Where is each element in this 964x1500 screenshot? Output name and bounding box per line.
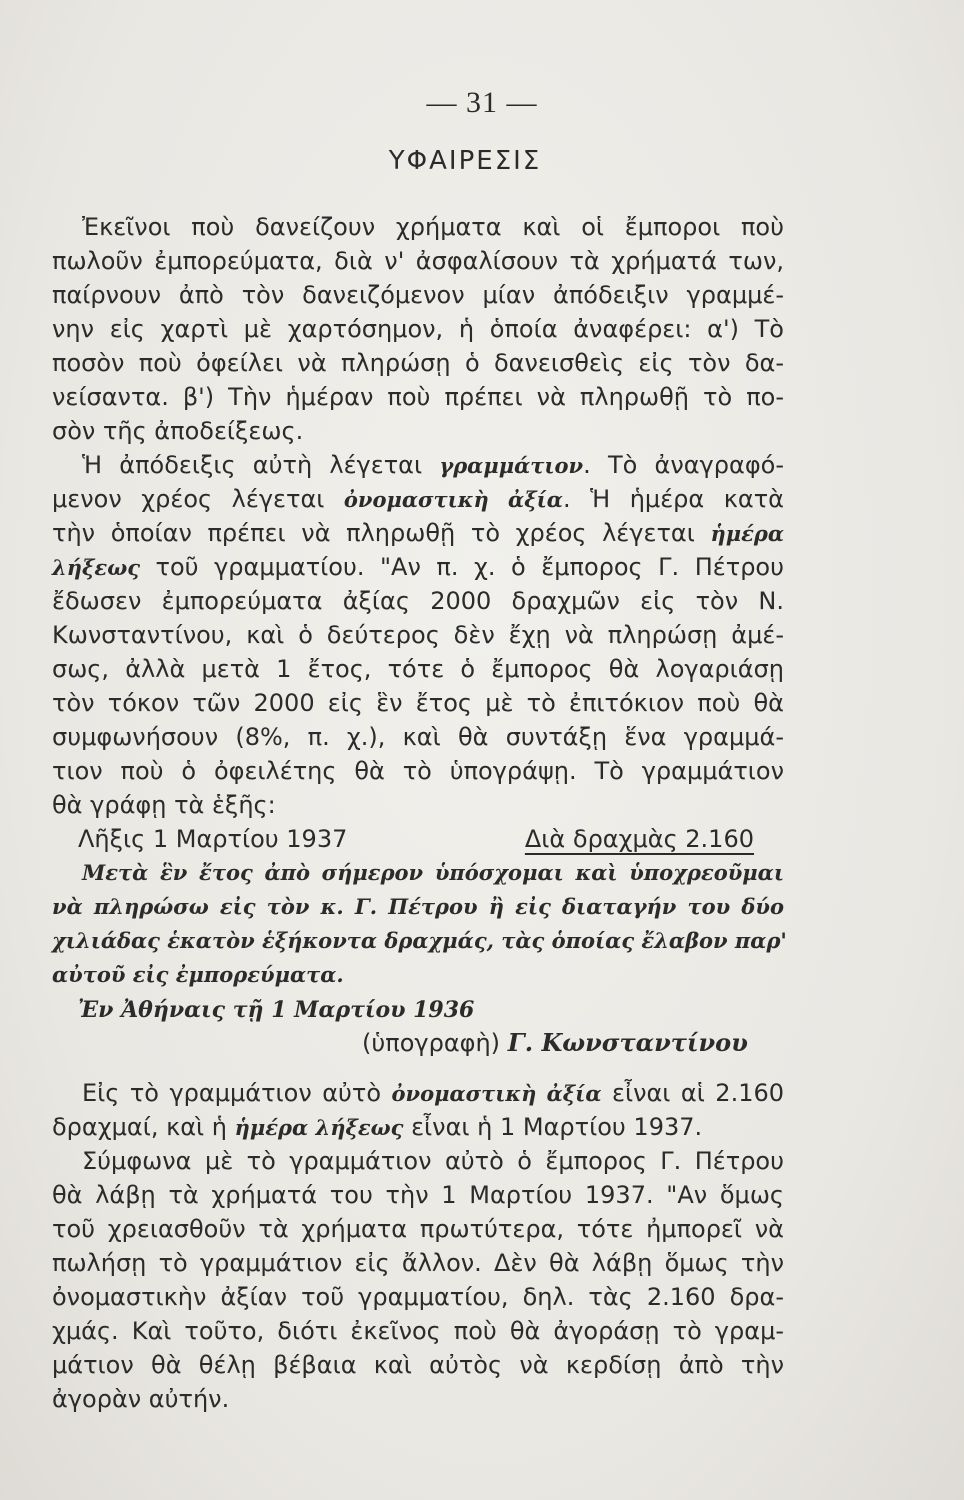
text-line: πωλοῦν ἐμπορεύματα, διὰ ν' ἀσφαλίσουν τὰ χρήματά των, — [52, 247, 784, 275]
term-emphasis: ἡμέρα — [710, 521, 784, 546]
note-text-line: νὰ πληρώσω εἰς τὸν κ. Γ. Πέτρου ἢ εἰς διαταγήν του δύο — [52, 894, 784, 919]
text-run: Εἰς τὸ γραμμάτιον αὐτὸ — [82, 1079, 392, 1107]
term-emphasis: ἡμέρα λήξεως — [234, 1115, 404, 1140]
note-text-line: αὐτοῦ εἰς ἐμπορεύματα. — [52, 962, 344, 987]
text-line — [52, 686, 784, 720]
text-line — [52, 754, 784, 788]
signature-name: Γ. Κωνσταντίνου — [507, 1028, 748, 1057]
spacer — [52, 1060, 784, 1076]
text-line: νείσαντα. β') Τὴν ἡμέραν ποὺ πρέπει νὰ πληρωθῇ τὸ πο- — [52, 383, 784, 411]
text-run: τιον ποὺ ὁ ὀφειλέτης θὰ τὸ ὑπογράψῃ. Τὸ γραμμάτιον — [52, 757, 784, 785]
promissory-note-text — [52, 856, 787, 992]
page-number: — 31 — — [426, 86, 538, 119]
text-run: θὰ γράφῃ τὰ ἑξῆς: — [52, 791, 276, 819]
note-amount: Διὰ δραχμὰς 2.160 — [524, 825, 754, 853]
text-run: . Τὸ ἀναγραφό- — [583, 451, 784, 479]
text-line — [52, 550, 784, 584]
note-due-date: Λῆξις 1 Μαρτίου 1937 — [78, 825, 348, 853]
text-run: τὴν ὁποίαν πρέπει νὰ πληρωθῇ τὸ χρέος λέγεται — [52, 519, 711, 547]
page-body — [52, 210, 787, 1416]
text-line: Σύμφωνα μὲ τὸ γραμμάτιον αὐτὸ ὁ ἔμπορος Γ. Πέτρου — [82, 1147, 784, 1175]
text-run: τοῦ γραμματίου. "Αν π. χ. ὁ ἔμπορος Γ. Πέτρου — [139, 553, 784, 581]
text-run: σως, ἀλλὰ μετὰ 1 ἔτος, τότε ὁ ἔμπορος θὰ λογαριάσῃ — [52, 655, 784, 683]
text-line — [52, 516, 784, 550]
text-line: σὸν τῆς ἀποδείξεως. — [52, 417, 304, 445]
paragraph-3 — [52, 1076, 784, 1144]
paragraph-4 — [52, 1144, 784, 1416]
text-line: παίρνουν ἀπὸ τὸν δανειζόμενον μίαν ἀπόδειξιν γραμμέ- — [52, 281, 784, 309]
text-line: πωλήσῃ τὸ γραμμάτιον εἰς ἄλλον. Δὲν θὰ λάβῃ ὅμως τὴν — [52, 1249, 784, 1277]
text-line — [52, 618, 784, 652]
text-run: Ἡ ἀπόδειξις αὐτὴ λέγεται — [82, 451, 440, 479]
signature-label: (ὑπογραφὴ) — [362, 1029, 508, 1057]
term-emphasis: ὀνομαστικὴ ἀξία — [343, 487, 563, 512]
text-line — [52, 720, 784, 754]
text-run: Κωνσταντίνου, καὶ ὁ δεύτερος δὲν ἔχῃ νὰ πληρώσῃ ἀμέ- — [52, 621, 784, 649]
text-line — [52, 448, 784, 482]
term-emphasis: ὀνομαστικὴ ἀξία — [391, 1081, 602, 1106]
note-place-date: Ἐν Ἀθήναις τῇ 1 Μαρτίου 1936 — [78, 997, 475, 1023]
note-text-line: Μετὰ ἓν ἔτος ἀπὸ σήμερον ὑπόσχομαι καὶ ὑποχρεοῦμαι — [82, 860, 784, 885]
text-run: τὸν τόκον τῶν 2000 εἰς ἓν ἔτος μὲ τὸ ἐπιτόκιον ποὺ θὰ — [52, 689, 784, 717]
note-place-date-line — [52, 992, 784, 1026]
text-line: ἀγορὰν αὐτήν. — [52, 1385, 230, 1413]
text-line: Ἐκεῖνοι ποὺ δανείζουν χρήματα καὶ οἱ ἔμποροι ποὺ — [82, 213, 784, 241]
text-line — [52, 482, 784, 516]
text-line: χμάς. Καὶ τοῦτο, διότι ἐκεῖνος ποὺ θὰ ἀγοράσῃ τὸ γραμ- — [52, 1317, 784, 1345]
text-line: μάτιον θὰ θέλῃ βέβαια καὶ αὐτὸς νὰ κερδίσῃ ἀπὸ τὴν — [52, 1351, 784, 1379]
text-line: θὰ λάβῃ τὰ χρήματά του τὴν 1 Μαρτίου 1937. "Αν ὅμως — [52, 1181, 784, 1209]
text-run: εἶναι ἡ 1 Μαρτίου 1937. — [403, 1113, 703, 1141]
note-signature-line — [52, 1026, 784, 1060]
text-line — [52, 788, 784, 822]
term-emphasis: γραμμάτιον — [439, 453, 584, 478]
text-line: νην εἰς χαρτὶ μὲ χαρτόσημον, ἡ ὁποία ἀναφέρει: α') Τὸ — [52, 315, 784, 343]
section-heading: ΥΦΑΙΡΕΣΙΣ — [388, 146, 542, 176]
text-run: μενον χρέος λέγεται — [52, 485, 344, 513]
paragraph-2 — [52, 448, 784, 822]
text-line — [52, 1076, 784, 1110]
note-text-line: χιλιάδας ἑκατὸν ἑξήκοντα δραχμάς, τὰς ὁποίας ἔλαβον παρ' — [52, 928, 787, 953]
text-run: συμφωνήσουν (8%, π. χ.), καὶ θὰ συντάξῃ ἕνα γραμμά- — [52, 723, 784, 751]
paragraph-1 — [52, 210, 784, 448]
text-line: ὀνομαστικὴν ἀξίαν τοῦ γραμματίου, δηλ. τὰς 2.160 δρα- — [52, 1283, 784, 1311]
text-line: ποσὸν ποὺ ὀφείλει νὰ πληρώσῃ ὁ δανεισθεὶς εἰς τὸν δα- — [52, 349, 784, 377]
text-run: δραχμαί, καὶ ἡ — [52, 1113, 235, 1141]
text-run: . Ἡ ἡμέρα κατὰ — [562, 485, 784, 513]
note-due-line — [52, 822, 784, 856]
term-emphasis: λήξεως — [52, 555, 140, 580]
text-line — [52, 652, 784, 686]
text-run: ἔδωσεν ἐμπορεύματα ἀξίας 2000 δραχμῶν εἰς τὸν Ν. — [52, 587, 784, 615]
text-line: τοῦ χρειασθοῦν τὰ χρήματα πρωτύτερα, τότε ἠμπορεῖ νὰ — [52, 1215, 784, 1243]
text-run: εἶναι αἱ 2.160 — [601, 1079, 785, 1107]
text-line — [52, 584, 784, 618]
text-line — [52, 1110, 784, 1144]
